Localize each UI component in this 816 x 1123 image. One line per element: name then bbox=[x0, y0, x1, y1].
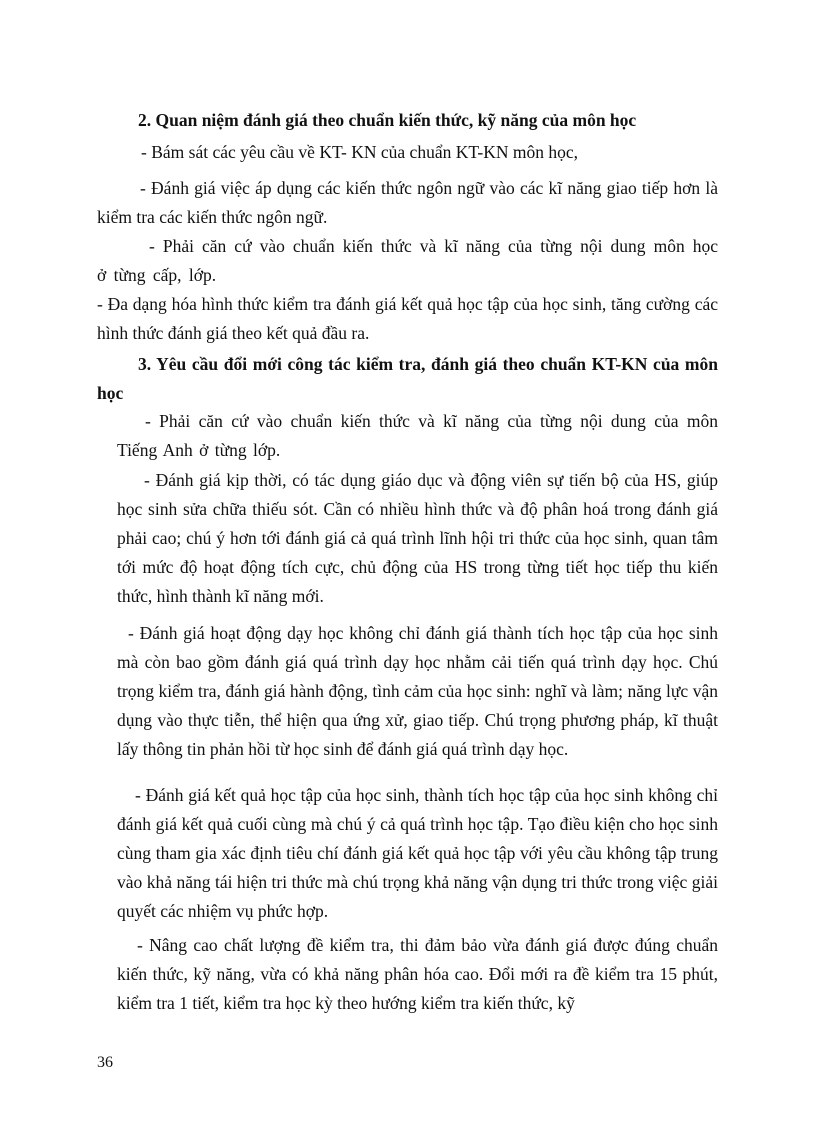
paragraph: - Đánh giá kịp thời, có tác dụng giáo dục và động viên sự tiến bộ của HS, giúp học sinh sửa chữa thiếu sót. Cần có nhiều hình thức và độ phân hoá trong đánh giá phải cao; chú ý hơn tới đánh giá cả quá trình lĩnh hội tri thức của học sinh, quan tâm tới mức độ hoạt động tích cực, chủ động của HS trong từng tiết học tiếp thu kiến thức, hình thành kĩ năng mới. bbox=[117, 470, 718, 606]
paragraph: - Phải căn cứ vào chuẩn kiến thức và kĩ năng của từng nội dung của môn Tiếng Anh ở từng lớp. bbox=[117, 411, 718, 460]
paragraph: - Nâng cao chất lượng đề kiểm tra, thi đảm bảo vừa đánh giá được đúng chuẩn kiến thức, kỹ năng, vừa có khả năng phân hóa cao. Đổi mới ra đề kiểm tra 15 phút, kiểm tra 1 tiết, kiểm tra học kỳ theo hướng kiểm tra kiến thức, kỹ bbox=[117, 935, 718, 1013]
section-heading-2: 2. Quan niệm đánh giá theo chuẩn kiến thức, kỹ năng của môn học bbox=[138, 110, 637, 130]
paragraph: - Đánh giá hoạt động dạy học không chỉ đánh giá thành tích học tập của học sinh mà còn bao gồm đánh giá quá trình dạy học nhằm cải tiến quá trình dạy học. Chú trọng kiểm tra, đánh giá hành động, tình cảm của học sinh: nghĩ và làm; năng lực vận dụng vào thực tiễn, thể hiện qua ứng xử, giao tiếp. Chú trọng phương pháp, kĩ thuật lấy thông tin phản hồi từ học sinh để đánh giá quá trình dạy học. bbox=[117, 623, 718, 759]
paragraph: - Đánh giá kết quả học tập của học sinh, thành tích học tập của học sinh không chỉ đánh giá kết quả cuối cùng mà chú ý cả quá trình học tập. Tạo điều kiện cho học sinh cùng tham gia xác định tiêu chí đánh giá kết quả học tập với yêu cầu không tập trung vào khả năng tái hiện tri thức mà chú trọng khả năng vận dụng tri thức trong việc giải quyết các nhiệm vụ phức hợp. bbox=[117, 785, 718, 921]
paragraph: - Bám sát các yêu cầu về KT- KN của chuẩn KT-KN môn học, bbox=[141, 142, 579, 162]
paragraph: - Phải căn cứ vào chuẩn kiến thức và kĩ năng của từng nội dung môn học ở từng cấp, lớp. bbox=[97, 236, 718, 285]
section-heading-3: 3. Yêu cầu đổi mới công tác kiểm tra, đánh giá theo chuẩn KT-KN của môn học bbox=[97, 354, 718, 403]
paragraph: - Đa dạng hóa hình thức kiểm tra đánh giá kết quả học tập của học sinh, tăng cường các hình thức đánh giá theo kết quả đầu ra. bbox=[97, 294, 718, 343]
page-number: 36 bbox=[97, 1054, 113, 1071]
paragraph: - Đánh giá việc áp dụng các kiến thức ngôn ngữ vào các kĩ năng giao tiếp hơn là kiểm tra các kiến thức ngôn ngữ. bbox=[97, 178, 718, 227]
